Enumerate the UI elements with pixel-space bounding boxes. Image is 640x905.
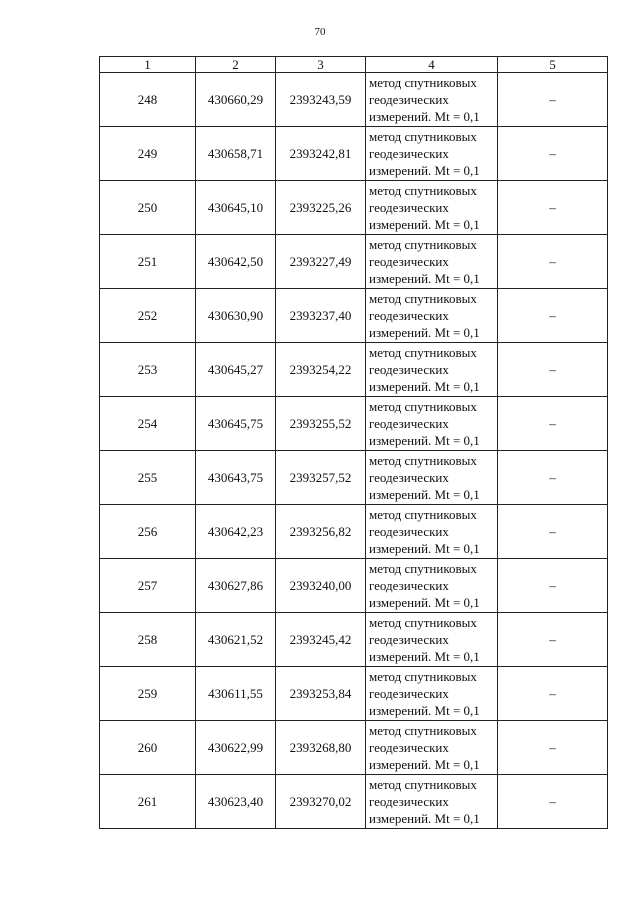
y-coordinate-cell: 2393225,26: [276, 181, 366, 235]
method-line: геодезических: [369, 524, 449, 539]
x-coordinate-cell: 430642,50: [196, 235, 276, 289]
method-line: измерений. Mt = 0,1: [369, 433, 480, 448]
method-line: метод спутниковых: [369, 183, 477, 198]
method-line: метод спутниковых: [369, 129, 477, 144]
method-line: метод спутниковых: [369, 399, 477, 414]
table-row: [100, 451, 608, 505]
method-line: измерений. Mt = 0,1: [369, 811, 480, 826]
note-cell: –: [498, 73, 608, 127]
y-coordinate-cell: 2393253,84: [276, 667, 366, 721]
y-coordinate-cell: 2393245,42: [276, 613, 366, 667]
y-coordinate-cell: 2393242,81: [276, 127, 366, 181]
point-number-cell: 249: [100, 127, 196, 181]
table-body: [100, 73, 608, 829]
method-line: метод спутниковых: [369, 75, 477, 90]
method-line: геодезических: [369, 146, 449, 161]
method-line: геодезических: [369, 92, 449, 107]
note-cell: –: [498, 775, 608, 829]
method-line: геодезических: [369, 308, 449, 323]
note-cell: –: [498, 235, 608, 289]
method-line: геодезических: [369, 416, 449, 431]
point-number-cell: 250: [100, 181, 196, 235]
table-header-row: [100, 57, 608, 73]
table-row: [100, 721, 608, 775]
point-number-cell: 257: [100, 559, 196, 613]
y-coordinate-cell: 2393257,52: [276, 451, 366, 505]
method-line: геодезических: [369, 794, 449, 809]
method-line: геодезических: [369, 362, 449, 377]
note-cell: –: [498, 451, 608, 505]
method-cell: [366, 181, 498, 235]
table-row: [100, 667, 608, 721]
x-coordinate-cell: 430658,71: [196, 127, 276, 181]
point-number-cell: 253: [100, 343, 196, 397]
point-number-cell: 255: [100, 451, 196, 505]
point-number-cell: 261: [100, 775, 196, 829]
x-coordinate-cell: 430611,55: [196, 667, 276, 721]
method-cell: [366, 451, 498, 505]
x-coordinate-cell: 430621,52: [196, 613, 276, 667]
table-row: [100, 235, 608, 289]
method-cell: [366, 667, 498, 721]
method-cell: [366, 775, 498, 829]
method-line: измерений. Mt = 0,1: [369, 649, 480, 664]
x-coordinate-cell: 430642,23: [196, 505, 276, 559]
method-line: измерений. Mt = 0,1: [369, 325, 480, 340]
y-coordinate-cell: 2393268,80: [276, 721, 366, 775]
header-col-1: 1: [100, 57, 196, 73]
method-line: измерений. Mt = 0,1: [369, 217, 480, 232]
note-cell: –: [498, 181, 608, 235]
y-coordinate-cell: 2393255,52: [276, 397, 366, 451]
point-number-cell: 259: [100, 667, 196, 721]
method-line: метод спутниковых: [369, 237, 477, 252]
method-cell: [366, 289, 498, 343]
method-line: измерений. Mt = 0,1: [369, 757, 480, 772]
table-row: [100, 127, 608, 181]
point-number-cell: 252: [100, 289, 196, 343]
method-line: измерений. Mt = 0,1: [369, 541, 480, 556]
method-line: геодезических: [369, 632, 449, 647]
method-cell: [366, 397, 498, 451]
method-line: геодезических: [369, 740, 449, 755]
method-line: измерений. Mt = 0,1: [369, 379, 480, 394]
method-line: измерений. Mt = 0,1: [369, 487, 480, 502]
method-cell: [366, 235, 498, 289]
table-row: [100, 505, 608, 559]
method-cell: [366, 73, 498, 127]
coordinates-table: [99, 56, 608, 829]
table-row: [100, 73, 608, 127]
y-coordinate-cell: 2393254,22: [276, 343, 366, 397]
header-col-5: 5: [498, 57, 608, 73]
table-row: [100, 613, 608, 667]
point-number-cell: 254: [100, 397, 196, 451]
method-line: геодезических: [369, 470, 449, 485]
note-cell: –: [498, 613, 608, 667]
y-coordinate-cell: 2393240,00: [276, 559, 366, 613]
method-line: измерений. Mt = 0,1: [369, 109, 480, 124]
header-col-4: 4: [366, 57, 498, 73]
method-line: метод спутниковых: [369, 345, 477, 360]
method-line: измерений. Mt = 0,1: [369, 163, 480, 178]
x-coordinate-cell: 430622,99: [196, 721, 276, 775]
method-line: метод спутниковых: [369, 453, 477, 468]
x-coordinate-cell: 430645,27: [196, 343, 276, 397]
x-coordinate-cell: 430643,75: [196, 451, 276, 505]
note-cell: –: [498, 289, 608, 343]
table-row: [100, 289, 608, 343]
point-number-cell: 256: [100, 505, 196, 559]
point-number-cell: 248: [100, 73, 196, 127]
x-coordinate-cell: 430627,86: [196, 559, 276, 613]
method-line: геодезических: [369, 686, 449, 701]
method-line: геодезических: [369, 578, 449, 593]
method-cell: [366, 505, 498, 559]
note-cell: –: [498, 505, 608, 559]
method-line: метод спутниковых: [369, 777, 477, 792]
method-line: метод спутниковых: [369, 615, 477, 630]
method-line: метод спутниковых: [369, 291, 477, 306]
method-cell: [366, 613, 498, 667]
method-line: метод спутниковых: [369, 561, 477, 576]
table-row: [100, 343, 608, 397]
method-line: метод спутниковых: [369, 507, 477, 522]
method-line: геодезических: [369, 254, 449, 269]
method-cell: [366, 127, 498, 181]
header-col-2: 2: [196, 57, 276, 73]
note-cell: –: [498, 343, 608, 397]
y-coordinate-cell: 2393227,49: [276, 235, 366, 289]
header-col-3: 3: [276, 57, 366, 73]
x-coordinate-cell: 430645,75: [196, 397, 276, 451]
point-number-cell: 260: [100, 721, 196, 775]
note-cell: –: [498, 721, 608, 775]
note-cell: –: [498, 397, 608, 451]
table-row: [100, 181, 608, 235]
x-coordinate-cell: 430660,29: [196, 73, 276, 127]
method-cell: [366, 721, 498, 775]
y-coordinate-cell: 2393243,59: [276, 73, 366, 127]
method-line: метод спутниковых: [369, 723, 477, 738]
note-cell: –: [498, 127, 608, 181]
y-coordinate-cell: 2393270,02: [276, 775, 366, 829]
note-cell: –: [498, 559, 608, 613]
y-coordinate-cell: 2393256,82: [276, 505, 366, 559]
y-coordinate-cell: 2393237,40: [276, 289, 366, 343]
x-coordinate-cell: 430623,40: [196, 775, 276, 829]
method-line: измерений. Mt = 0,1: [369, 595, 480, 610]
table-row: [100, 397, 608, 451]
table-row: [100, 775, 608, 829]
method-line: измерений. Mt = 0,1: [369, 703, 480, 718]
method-line: геодезических: [369, 200, 449, 215]
note-cell: –: [498, 667, 608, 721]
method-line: измерений. Mt = 0,1: [369, 271, 480, 286]
x-coordinate-cell: 430645,10: [196, 181, 276, 235]
page-number: 70: [314, 26, 326, 38]
table-row: [100, 559, 608, 613]
method-cell: [366, 559, 498, 613]
point-number-cell: 258: [100, 613, 196, 667]
method-line: метод спутниковых: [369, 669, 477, 684]
method-cell: [366, 343, 498, 397]
point-number-cell: 251: [100, 235, 196, 289]
x-coordinate-cell: 430630,90: [196, 289, 276, 343]
